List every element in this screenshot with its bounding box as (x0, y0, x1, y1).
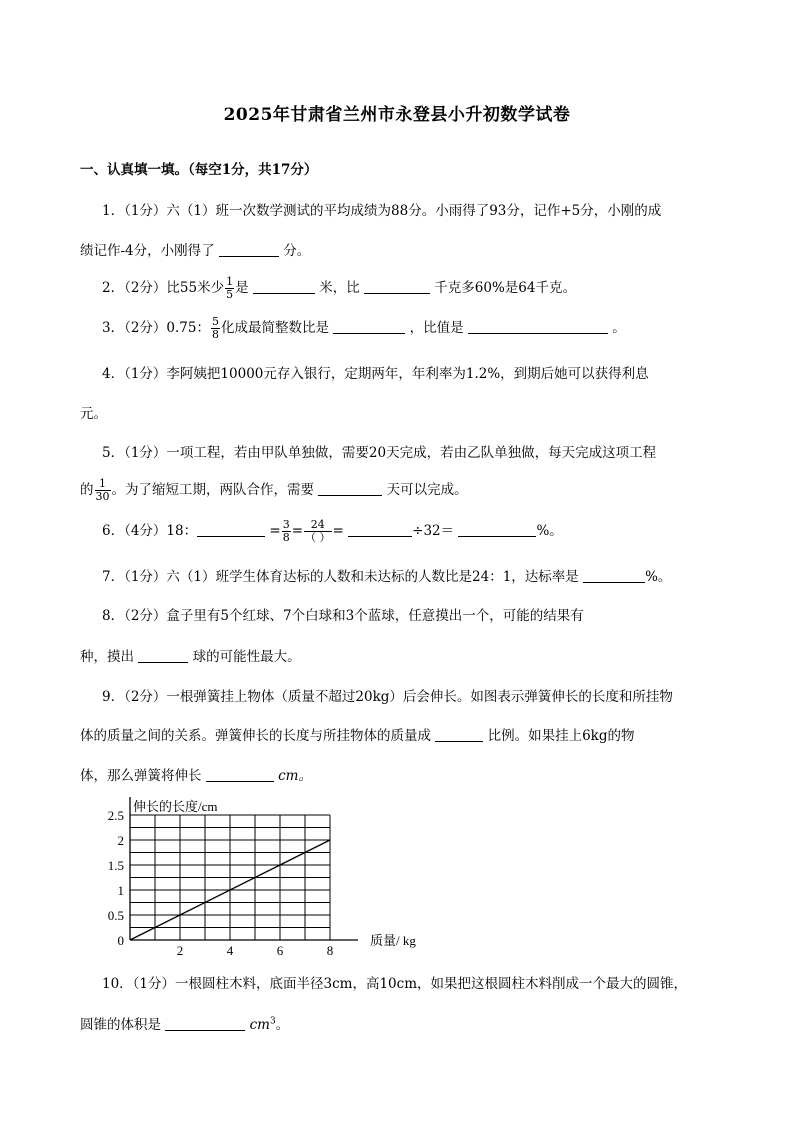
page-title: 2025年甘肃省兰州市永登县小升初数学试卷 (223, 105, 571, 125)
fraction: $\frac{24}{( )}$ (305, 518, 331, 544)
answer-blank[interactable] (435, 727, 483, 742)
answer-blank[interactable] (219, 242, 279, 257)
fraction: $\frac{3}{8}$ (282, 518, 290, 544)
answer-blank[interactable] (138, 648, 188, 663)
answer-blank[interactable] (364, 279, 430, 294)
question-9-cont: 体的质量之间的关系。弹簧伸长的长度与所挂物体的质量成 比例。如果挂上6kg的物 (80, 728, 635, 744)
question-5: 5．（1分）一项工程，若由甲队单独做，需要20天完成，若由乙队单独做，每天完成这项工程 (102, 445, 657, 461)
answer-blank[interactable] (583, 568, 645, 583)
fraction: $\frac{1}{30}$ (95, 477, 110, 503)
answer-blank[interactable] (458, 522, 536, 537)
section-heading: 一、认真填一填。（每空1分，共17分） (80, 162, 318, 178)
x-tick-label: 8 (326, 943, 334, 955)
y-tick-label: 2 (117, 833, 124, 848)
y-tick-label: 0 (117, 933, 124, 948)
question-1-cont: 绩记作-4分，小刚得了 分。 (80, 243, 311, 259)
y-tick-label: 0.5 (107, 908, 124, 923)
answer-blank[interactable] (318, 481, 382, 496)
question-3: 3．（2分）0.75： $\frac{5}{8}$ 化成最简整数比是 ，比值是 。 (102, 315, 626, 341)
answer-blank[interactable] (468, 319, 608, 334)
x-tick-label: 6 (276, 943, 284, 955)
question-8-cont: 种，摸出 球的可能性最大。 (80, 649, 301, 665)
question-4: 4．（1分）李阿姨把10000元存入银行，定期两年，年利率为1.2%，到期后她可以获得利息 (102, 366, 649, 382)
y-tick-label: 2.5 (107, 808, 124, 823)
y-tick-label: 1.5 (107, 858, 124, 873)
answer-blank[interactable] (165, 1016, 245, 1031)
y-tick-label: 1 (117, 883, 124, 898)
question-7: 7．（1分）六（1）班学生体育达标的人数和未达标的人数比是24：1，达标率是 %。 (102, 569, 672, 585)
spring-chart (92, 790, 432, 955)
chart-grid (130, 815, 330, 940)
answer-blank[interactable] (333, 319, 405, 334)
question-1: 1．（1分）六（1）班一次数学测试的平均成绩为88分。小雨得了93分，记作+5分，小刚的成 (102, 203, 662, 219)
answer-blank[interactable] (348, 522, 412, 537)
question-10: 10．（1分）一根圆柱木料，底面半径3cm，高10cm，如果把这根圆柱木料削成一个最大的圆锥， (102, 976, 688, 992)
question-9-cont2: 体，那么弹簧将伸长 cm。 (80, 768, 312, 784)
question-5-cont: 的 $\frac{1}{30}$ 。为了缩短工期，两队合作，需要 天可以完成。 (80, 477, 468, 503)
question-10-cont: 圆锥的体积是 $cm^3$。 (80, 1016, 290, 1033)
chart-axes (130, 797, 358, 940)
question-4-cont: 元。 (80, 406, 107, 422)
question-9: 9．（2分）一根弹簧挂上物体（质量不超过20kg）后会伸长。如图表示弹簧伸长的长度和所挂物 (102, 689, 673, 705)
question-8: 8．（2分）盒子里有5个红球、7个白球和3个蓝球，任意摸出一个，可能的结果有 (102, 608, 584, 624)
fraction: $\frac{5}{8}$ (212, 315, 219, 341)
chart-ticks (108, 808, 334, 955)
question-2: 2．（2分）比55米少 $\frac{1}{5}$ 是 米，比 千克多60%是64千克。 (102, 275, 576, 301)
y-axis-label: 伸长的长度/cm (133, 799, 218, 814)
x-tick-label: 2 (176, 943, 184, 955)
x-tick-label: 4 (226, 943, 234, 955)
answer-blank[interactable] (206, 767, 274, 782)
fraction: $\frac{1}{5}$ (226, 275, 234, 301)
x-axis-label: 质量/ kg (370, 933, 416, 948)
question-6: 6．（4分）18： = $\frac{3}{8}$ = $\frac{24}{( )}$ = ÷32＝ %。 (102, 518, 563, 544)
answer-blank[interactable] (253, 279, 315, 294)
answer-blank[interactable] (197, 522, 265, 537)
